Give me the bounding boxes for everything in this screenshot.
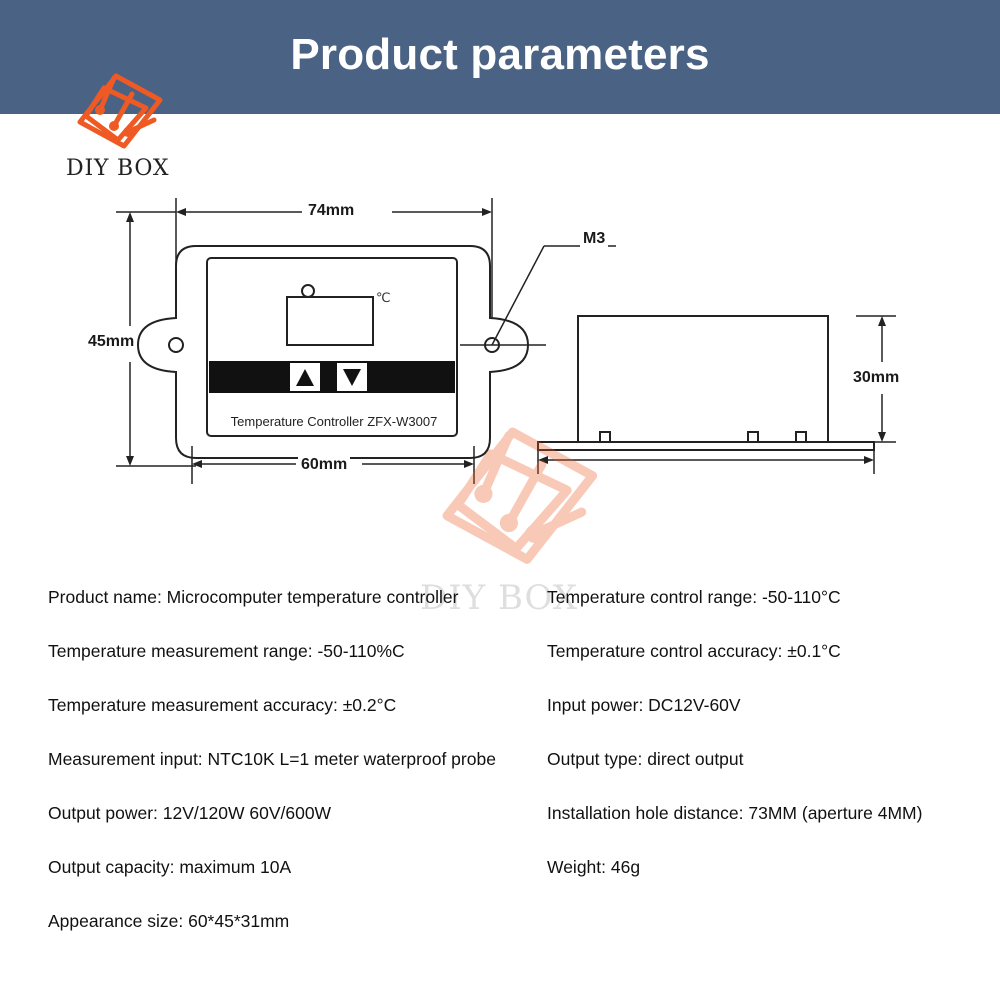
spec-item: Weight: 46g [547, 857, 641, 877]
spec-item: Output power: 12V/120W 60V/600W [48, 803, 332, 823]
width-60mm-label: 60mm [298, 456, 350, 474]
spec-item: Product name: Microcomputer temperature controller [48, 587, 459, 607]
circuit-board-icon [418, 418, 618, 588]
mounting-hole-left [169, 338, 183, 352]
spec-item: Temperature measurement accuracy: ±0.2°C [48, 695, 397, 715]
watermark-text: DIY BOX [420, 578, 579, 618]
page-title: Product parameters [290, 30, 710, 79]
spec-item: Temperature control accuracy: ±0.1°C [547, 641, 841, 661]
screw-m3-label: M3 [580, 230, 608, 248]
height-45mm-label: 45mm [85, 333, 137, 351]
spec-item: Output capacity: maximum 10A [48, 857, 292, 877]
celsius-symbol: ℃ [376, 290, 391, 305]
button-strip [209, 361, 455, 393]
display-window [287, 297, 373, 345]
height-30mm-label: 30mm [850, 369, 902, 387]
spec-item: Output type: direct output [547, 749, 744, 769]
spec-item: Temperature control range: -50-110°C [547, 587, 841, 607]
spec-item: Installation hole distance: 73MM (aperture 4MM) [547, 803, 923, 823]
panel-model-label: Temperature Controller ZFX-W3007 [230, 414, 438, 429]
spec-item: Measurement input: NTC10K L=1 meter waterproof probe [48, 749, 496, 769]
front-panel [207, 258, 457, 436]
spec-item: Appearance size: 60*45*31mm [48, 911, 290, 931]
spec-item: Temperature measurement range: -50-110%C [48, 641, 405, 661]
brand-name: DIY BOX [66, 156, 170, 181]
indicator-led [302, 285, 314, 297]
spec-item: Input power: DC12V-60V [547, 695, 741, 715]
width-74mm-label: 74mm [305, 202, 357, 220]
